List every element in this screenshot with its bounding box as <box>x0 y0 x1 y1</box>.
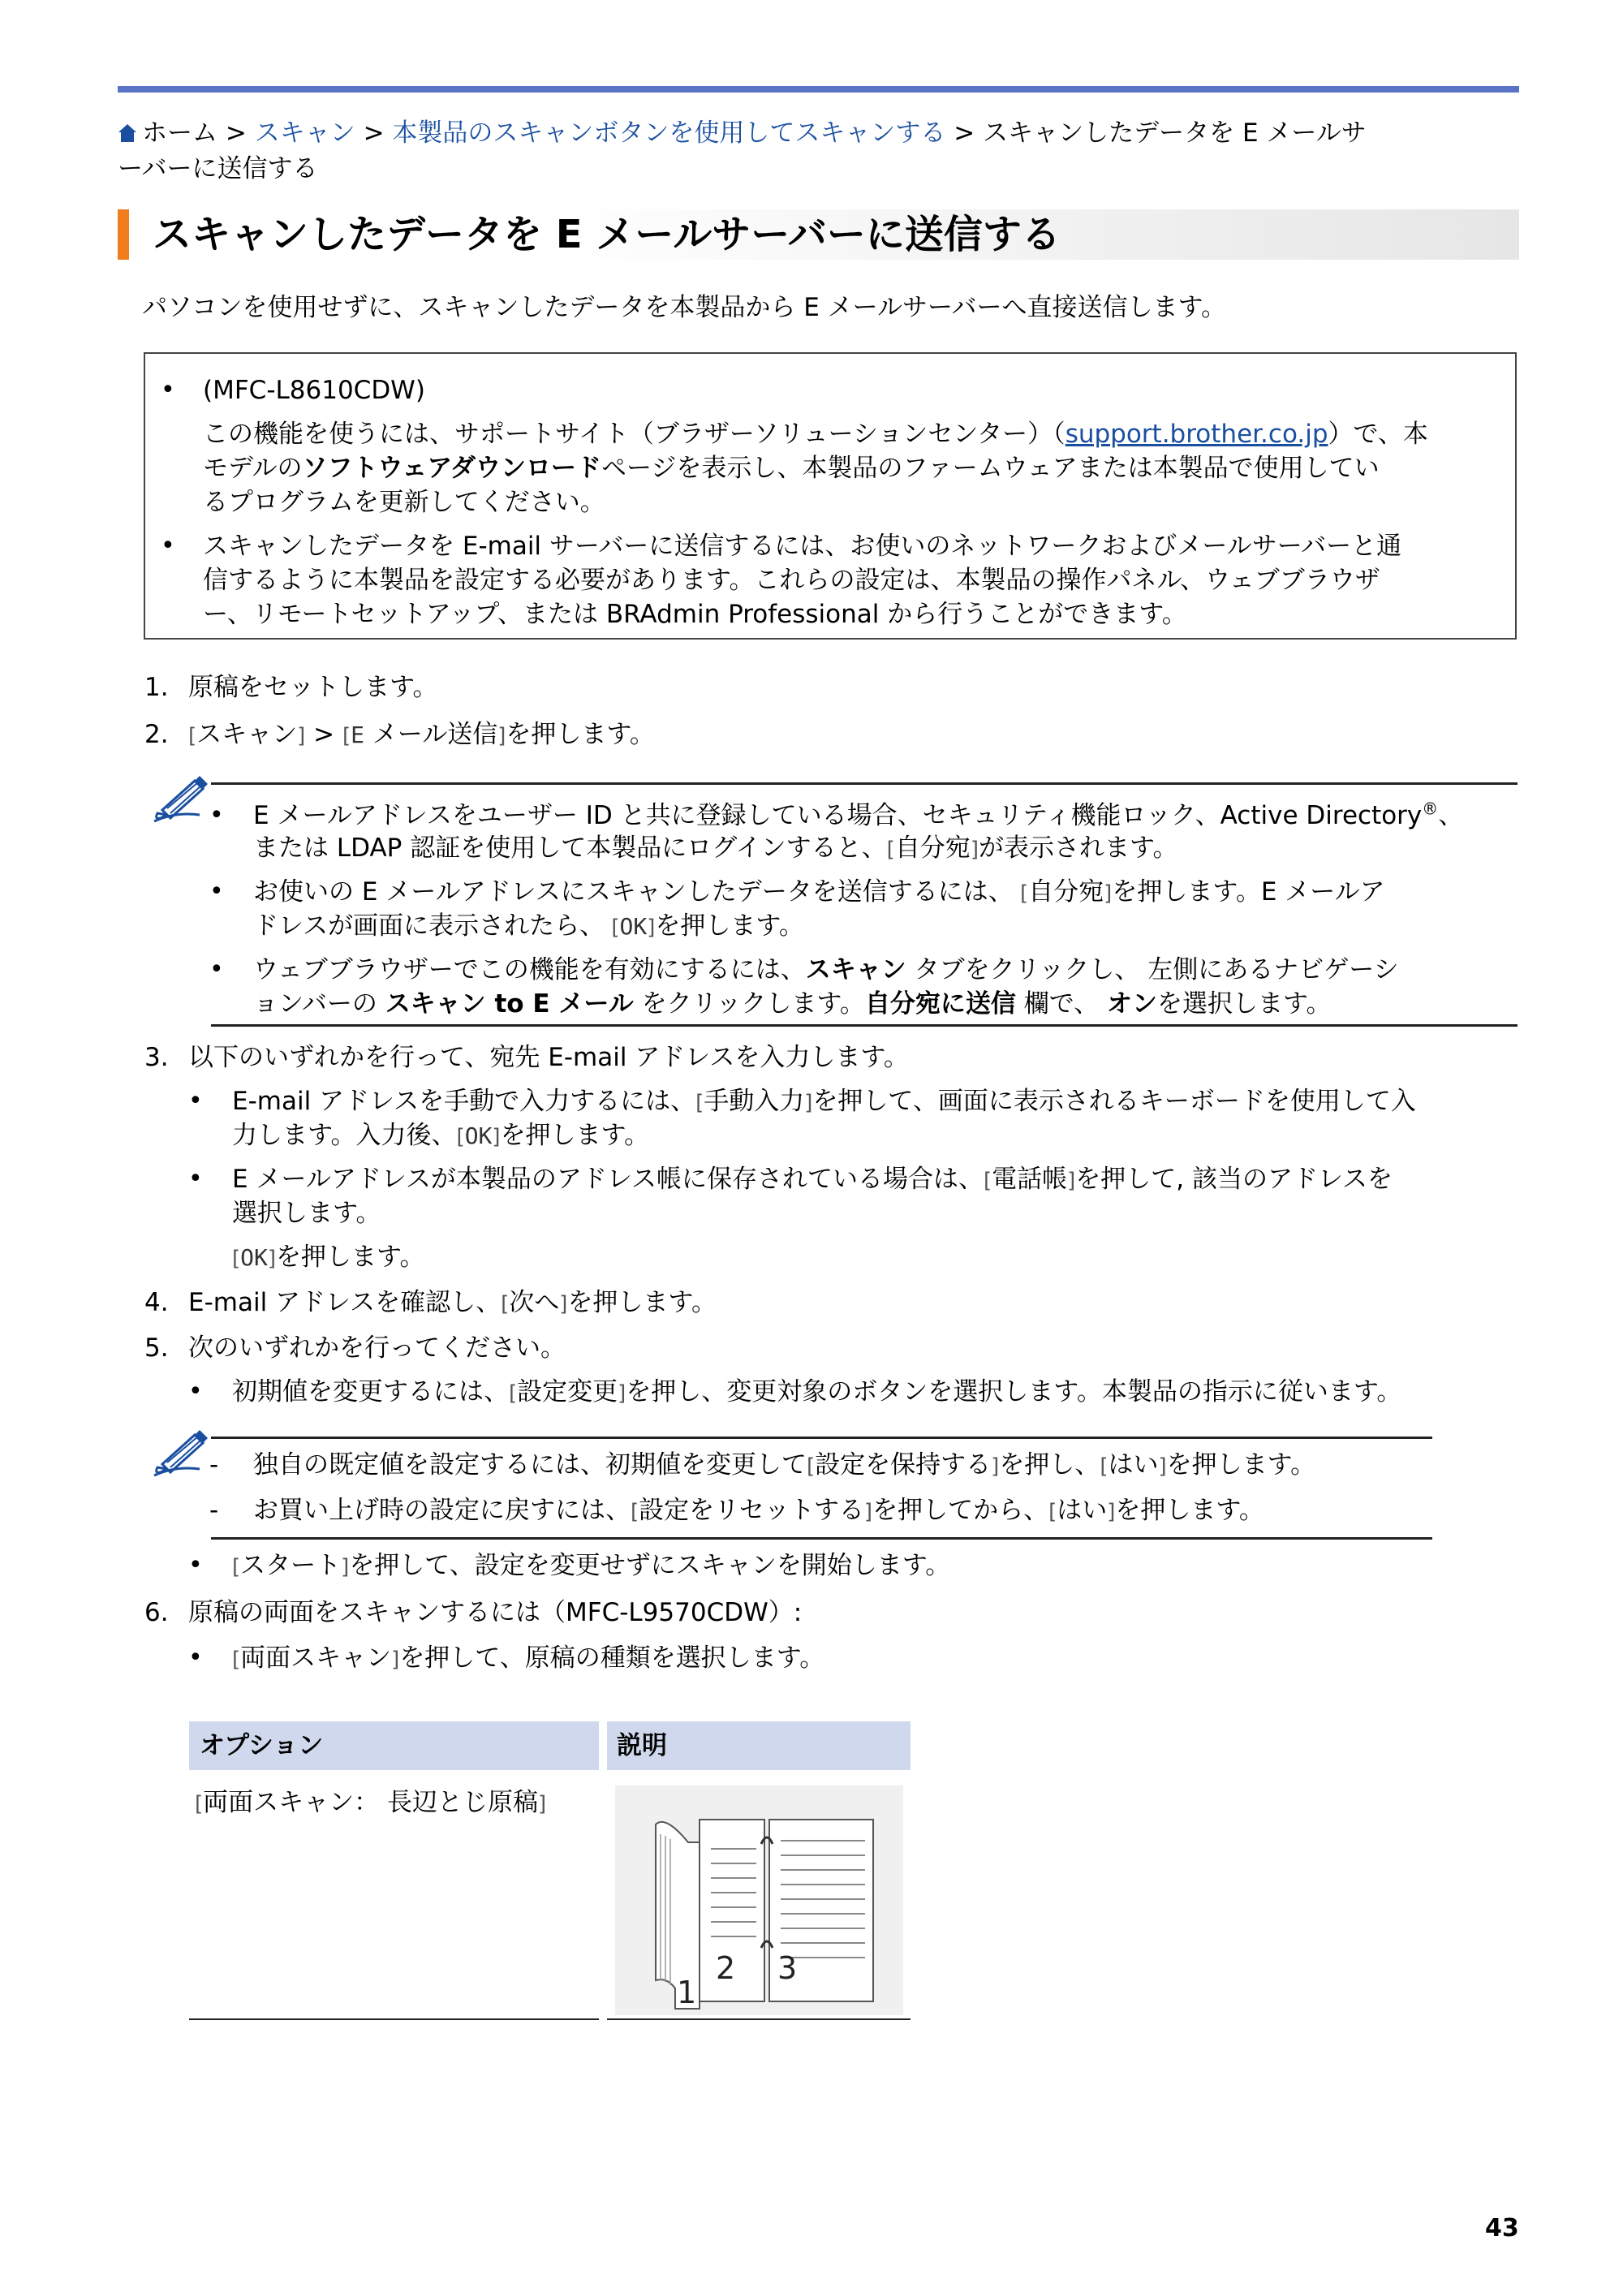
tip-top-rule <box>211 1437 1432 1439</box>
tip2-line-1: 独自の既定値を設定するには、初期値を変更して[設定を保持する]を押し、[はい]を押します。 <box>253 1450 1316 1480</box>
support-link[interactable]: support.brother.co.jp <box>1065 420 1328 449</box>
step-2-number: 2. <box>144 720 169 749</box>
breadcrumb-use-button-link[interactable]: 本製品のスキャンボタンを使用してスキャンする <box>392 118 946 148</box>
bullet: • <box>161 376 175 404</box>
note-line-3: るプログラムを更新してください。 <box>203 488 605 517</box>
breadcrumb-current-cont: ーバーに送信する <box>118 154 318 183</box>
step-5-text: 次のいずれかを行ってください。 <box>188 1333 566 1363</box>
breadcrumb-scan-link[interactable]: スキャン <box>254 118 355 148</box>
bullet: • <box>188 1551 203 1579</box>
step-3-number: 3. <box>144 1043 169 1072</box>
tip-2-line-1: お使いの E メールアドレスにスキャンしたデータを送信するには、 [自分宛]を押します。E メールア <box>253 877 1385 907</box>
dash: - <box>209 1496 219 1525</box>
book-label-3: 3 <box>777 1950 798 1986</box>
bullet: • <box>188 1087 203 1115</box>
bullet: • <box>209 801 224 829</box>
scan-button-label: スキャン <box>196 720 298 749</box>
table-header-description-label: 説明 <box>617 1731 667 1760</box>
long-edge-binding-illustration <box>615 1786 903 2015</box>
breadcrumb: ホーム > スキャン > 本製品のスキャンボタンを使用してスキャンする > スキャンしたデータを E メールサ ーバーに送信する <box>118 118 1367 183</box>
page-number: 43 <box>1485 2214 1519 2242</box>
bullet: • <box>209 877 224 906</box>
bullet: • <box>161 532 175 560</box>
step-6-number: 6. <box>144 1598 169 1627</box>
step-4-number: 4. <box>144 1288 169 1317</box>
tip-bottom-rule <box>211 1024 1518 1027</box>
note-b2-line-2: 信するように本製品を設定する必要があります。これらの設定は、本製品の操作パネル、ウェブブラウザ <box>203 566 1380 595</box>
step-1-number: 1. <box>144 673 169 702</box>
home-icon <box>118 123 137 144</box>
book-label-2: 2 <box>716 1950 736 1986</box>
step-3-sub-1-line-2: 力します。入力後、[OK]を押します。 <box>232 1121 650 1150</box>
breadcrumb-current: スキャンしたデータを E メールサ <box>983 118 1367 148</box>
tip-1-line-1: E メールアドレスをユーザー ID と共に登録している場合、セキュリティ機能ロック、Active Directory®、 <box>253 799 1464 830</box>
note-line-1: この機能を使うには、サポートサイト（ブラザーソリューションセンター）（support.brother.co.jp）で、本 <box>203 420 1428 449</box>
step-3-sub-2-line-1: E メールアドレスが本製品のアドレス帳に保存されている場合は、[電話帳]を押して, 該当のアドレスを <box>232 1165 1393 1194</box>
step-1-text: 原稿をセットします。 <box>188 673 438 702</box>
email-send-button-label: メール送信 <box>364 720 498 749</box>
tip-3-line-1: ウェブブラウザーでこの機能を有効にするには、スキャン タブをクリックし、 左側にあるナビゲーシ <box>253 955 1399 984</box>
table-bottom-rule <box>189 2018 599 2020</box>
intro-text: パソコンを使用せずに、スキャンしたデータを本製品から E メールサーバーへ直接送信します。 <box>142 293 1227 322</box>
dash: - <box>209 1450 219 1480</box>
note-line-2: モデルのソフトウェアダウンロードページを表示し、本製品のファームウェアまたは本製品で使用してい <box>203 454 1380 483</box>
step-6-sub-1: [両面スキャン]を押して、原稿の種類を選択します。 <box>232 1643 825 1673</box>
tip2-line-2: お買い上げ時の設定に戻すには、[設定をリセットする]を押してから、[はい]を押します。 <box>253 1496 1264 1525</box>
table-header-option-label: オプション <box>200 1731 324 1760</box>
step-3-sub-2-line-3: [OK]を押します。 <box>232 1243 425 1272</box>
step-6-text: 原稿の両面をスキャンするには（MFC-L9570CDW）: <box>188 1598 803 1627</box>
top-rule <box>118 86 1519 93</box>
breadcrumb-home: ホーム <box>142 118 217 148</box>
step-3-text: 以下のいずれかを行って、宛先 E-mail アドレスを入力します。 <box>188 1043 909 1072</box>
tip-bottom-rule <box>211 1537 1432 1540</box>
step-4-text: E-mail アドレスを確認し、[次へ]を押します。 <box>188 1288 717 1317</box>
tip-3-line-2: ョンバーの スキャン to E メール をクリックします。自分宛に送信 欄で、 オンを選択します。 <box>253 989 1332 1019</box>
step-2-text: [スキャン] > [E メール送信]を押します。 <box>188 720 655 749</box>
step-5-sub-2: [スタート]を押して、設定を変更せずにスキャンを開始します。 <box>232 1551 951 1580</box>
step-3-sub-2-line-2: 選択します。 <box>232 1199 381 1228</box>
table-row-option: [両面スキャン： 長辺とじ原稿] <box>195 1788 547 1817</box>
step-5-sub-1: 初期値を変更するには、[設定変更]を押し、変更対象のボタンを選択します。本製品の指示に従います。 <box>232 1377 1402 1406</box>
step-3-sub-1-line-1: E-mail アドレスを手動で入力するには、[手動入力]を押して、画面に表示されるキーボードを使用して入 <box>232 1087 1416 1116</box>
bullet: • <box>188 1377 203 1406</box>
step-5-number: 5. <box>144 1333 169 1363</box>
bullet: • <box>209 955 224 984</box>
tip-1-line-2: または LDAP 認証を使用して本製品にログインすると、[自分宛]が表示されます。 <box>253 834 1178 863</box>
note-b2-line-3: ー、リモートセットアップ、または BRAdmin Professional から行うことができます。 <box>203 600 1187 629</box>
tip-2-line-2: ドレスが画面に表示されたら、 [OK]を押します。 <box>253 911 804 941</box>
page-title: スキャンしたデータを E メールサーバーに送信する <box>153 212 1061 257</box>
bullet: • <box>188 1643 203 1672</box>
note-b2-line-1: スキャンしたデータを E-mail サーバーに送信するには、お使いのネットワークおよびメールサーバーと通 <box>203 532 1402 561</box>
bullet: • <box>188 1165 203 1193</box>
table-bottom-rule <box>607 2018 911 2020</box>
book-label-1: 1 <box>677 1975 697 2010</box>
title-accent <box>118 209 129 260</box>
tip-top-rule <box>211 782 1518 785</box>
note-model: (MFC-L8610CDW) <box>203 376 425 405</box>
